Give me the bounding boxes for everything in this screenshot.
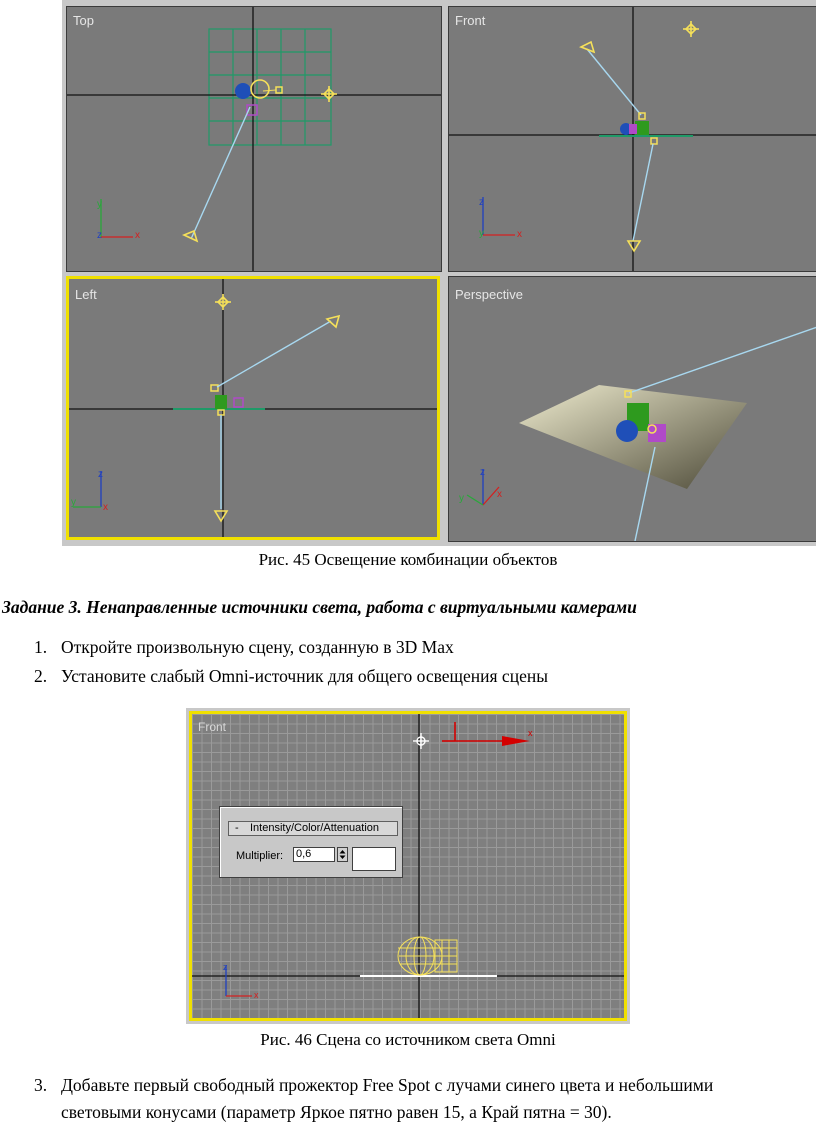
viewport-left[interactable]	[66, 276, 440, 540]
viewport-label-perspective[interactable]: Perspective	[455, 287, 523, 302]
list-item-number: 3.	[34, 1075, 48, 1095]
omni-light-icon	[321, 86, 337, 102]
list-item-text: Добавьте первый свободный прожектор Free Spot с лучами синего цвета и небольшими	[61, 1075, 714, 1095]
figure-46-caption: Рис. 46 Сцена со источником света Omni	[260, 1030, 556, 1049]
task-heading: Задание 3. Ненаправленные источники света, работа с виртуальными камерами	[2, 597, 637, 617]
viewport-front[interactable]	[448, 6, 816, 272]
front-view-scene	[449, 7, 816, 271]
perspective-view-scene	[449, 277, 816, 541]
spot-light-icon	[327, 316, 339, 327]
rollout-title: Intensity/Color/Attenuation	[250, 822, 380, 834]
axis-y-label: y	[479, 228, 484, 239]
list-item	[34, 1075, 816, 1096]
spinner-arrows-icon	[338, 848, 347, 861]
viewport-top[interactable]	[66, 6, 442, 272]
axis-y-label: y	[71, 497, 76, 508]
color-swatch[interactable]	[352, 847, 396, 871]
list-item	[34, 666, 548, 687]
axis-x-label: x	[528, 728, 533, 738]
list-item-text: Установите слабый Omni-источник для общего освещения сцены	[61, 666, 548, 686]
axis-x-label: x	[497, 489, 502, 500]
intensity-rollout-panel	[219, 806, 403, 878]
top-view-scene	[67, 7, 441, 271]
axis-y-label: y	[97, 199, 102, 210]
list-item-text: Откройте произвольную сцену, созданную в 3D Max	[61, 637, 454, 657]
axis-y-label: y	[459, 493, 464, 504]
axis-z-label: z	[223, 962, 228, 972]
multiplier-label: Multiplier:	[236, 850, 284, 862]
figure-45-caption: Рис. 45 Освещение комбинации объектов	[258, 550, 558, 569]
viewport-label-top[interactable]: Top	[73, 13, 94, 28]
axis-x-label: x	[103, 502, 108, 513]
omni-light-icon	[413, 733, 429, 749]
rollout-header[interactable]	[228, 821, 398, 836]
axis-z-label: z	[97, 230, 102, 241]
axis-x-label: x	[517, 229, 522, 240]
axis-x-label: x	[135, 230, 140, 241]
rollout-toggle[interactable]: -	[235, 822, 239, 834]
viewport-perspective[interactable]	[448, 276, 816, 542]
viewport-label-left[interactable]: Left	[75, 287, 97, 302]
sphere-object	[235, 83, 251, 99]
figure-45	[62, 0, 816, 546]
viewport-label-front[interactable]: Front	[455, 13, 486, 28]
axis-x-label: x	[254, 990, 259, 1000]
spot-light-icon	[628, 241, 640, 251]
viewport-front-omni[interactable]	[189, 711, 627, 1021]
left-view-scene	[69, 279, 437, 537]
viewport-label-front[interactable]: Front	[198, 720, 227, 734]
multiplier-spinner[interactable]	[337, 847, 348, 862]
list-item-number: 1.	[34, 637, 48, 657]
axis-z-label: z	[98, 469, 103, 480]
multiplier-input[interactable]	[293, 847, 335, 862]
omni-light-icon	[215, 294, 231, 310]
figure-46	[186, 708, 630, 1024]
wireframe-objects	[398, 937, 457, 975]
list-item-number: 2.	[34, 666, 48, 686]
spot-light-icon	[184, 231, 197, 241]
spot-light-icon	[215, 511, 227, 521]
list-item	[34, 637, 454, 658]
multiplier-value: 0,6	[296, 848, 312, 860]
sphere-object	[616, 420, 638, 442]
axis-z-label: z	[480, 467, 485, 478]
omni-light-icon	[683, 21, 699, 37]
list-item-continuation: световыми конусами (параметр Яркое пятно равен 15, а Край пятна = 30).	[61, 1102, 612, 1122]
axis-z-label: z	[479, 197, 484, 208]
